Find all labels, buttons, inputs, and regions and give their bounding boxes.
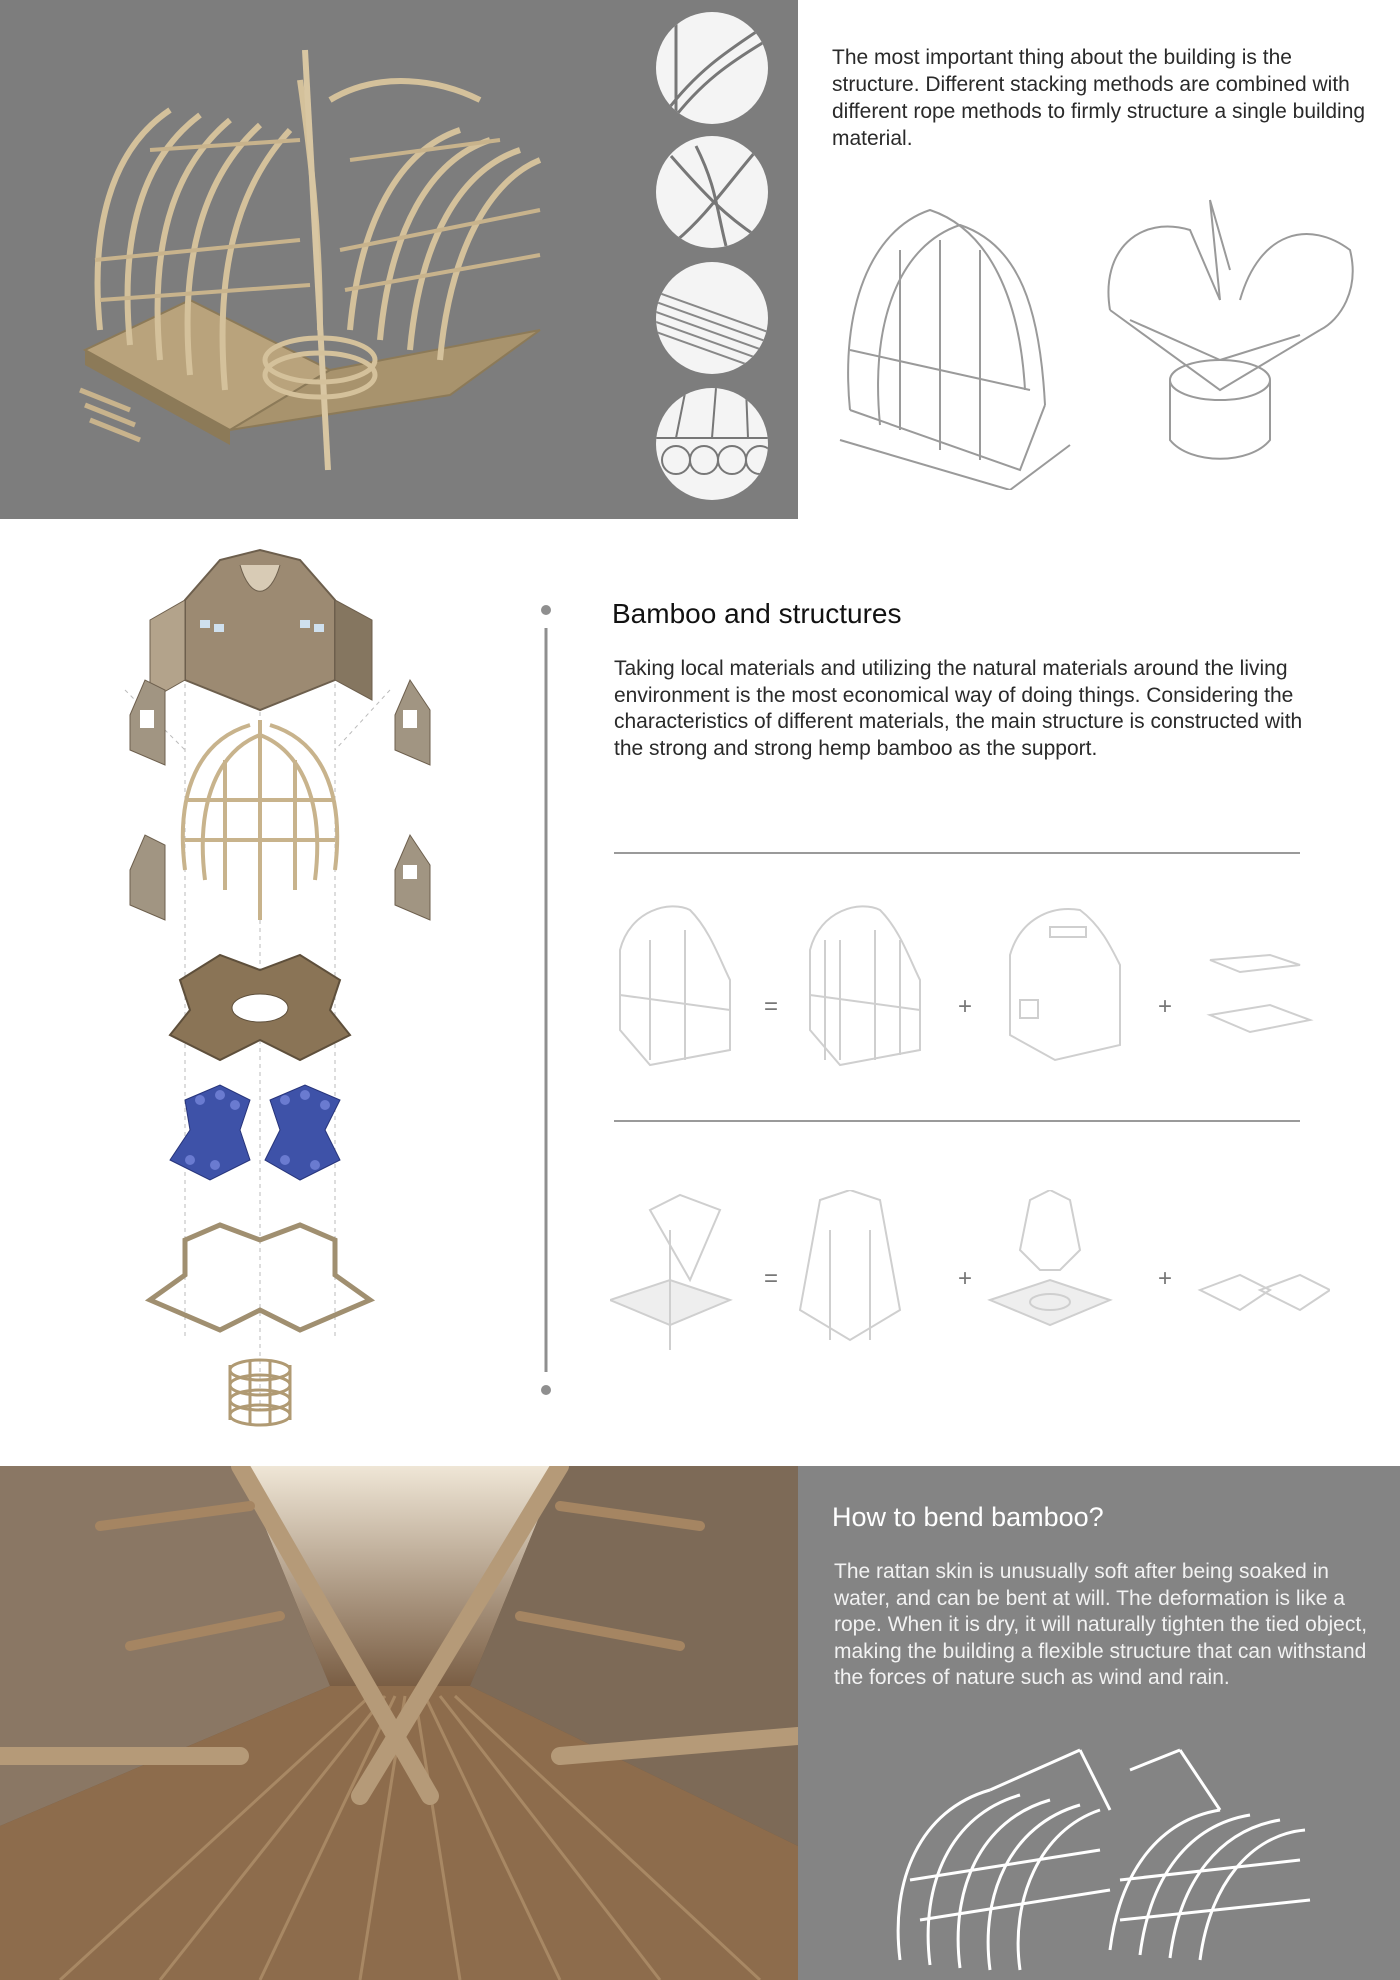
section-timeline	[540, 600, 552, 1400]
plus-sign: +	[958, 993, 973, 1020]
structure-description: The most important thing about the building is the structure. Different stacking methods are combined with different rope methods to firmly structure a single building material.	[832, 46, 1366, 150]
detail-circle-pole-bundle	[656, 388, 768, 500]
bend-bamboo-title: How to bend bamboo?	[832, 1502, 1104, 1532]
interior-render	[0, 1466, 798, 1980]
bamboo-structures-description: Taking local materials and utilizing the natural materials around the living environment is the most economical way of doing things. Considering the characteristics of different materials, the main structure is constructed with the strong and strong hemp bamboo as the support.	[614, 657, 1303, 760]
equals-sign: =	[764, 993, 779, 1020]
bamboo-structures-title: Bamboo and structures	[612, 598, 902, 629]
structure-render-panel	[0, 0, 798, 519]
divider-top	[614, 852, 1300, 854]
plus-sign: +	[1158, 1265, 1173, 1292]
detail-circle-rope-crossing	[656, 12, 768, 124]
roof-shells	[150, 550, 372, 710]
wireframe-axonometric-views	[820, 190, 1390, 490]
detail-circle-stacked-poles	[656, 262, 768, 374]
plus-sign: +	[958, 1265, 973, 1292]
bamboo-interior-photo	[0, 1466, 798, 1980]
equals-sign: =	[764, 1265, 779, 1292]
bend-bamboo-description: The rattan skin is unusually soft after being soaked in water, and can be bent at will. The deformation is like a rope. When it is dry, it will naturally tighten the tied object, making the building a flexible structure that can withstand the forces of nature such as wind and rain.	[834, 1560, 1368, 1689]
detail-circle-x-lashing	[656, 136, 768, 248]
divider-bottom	[614, 1120, 1300, 1122]
exploded-axonometric	[110, 540, 450, 1440]
house-composition-diagram	[610, 900, 1330, 1080]
bent-bamboo-frame-drawing	[880, 1730, 1320, 1975]
plus-sign: +	[1158, 993, 1173, 1020]
